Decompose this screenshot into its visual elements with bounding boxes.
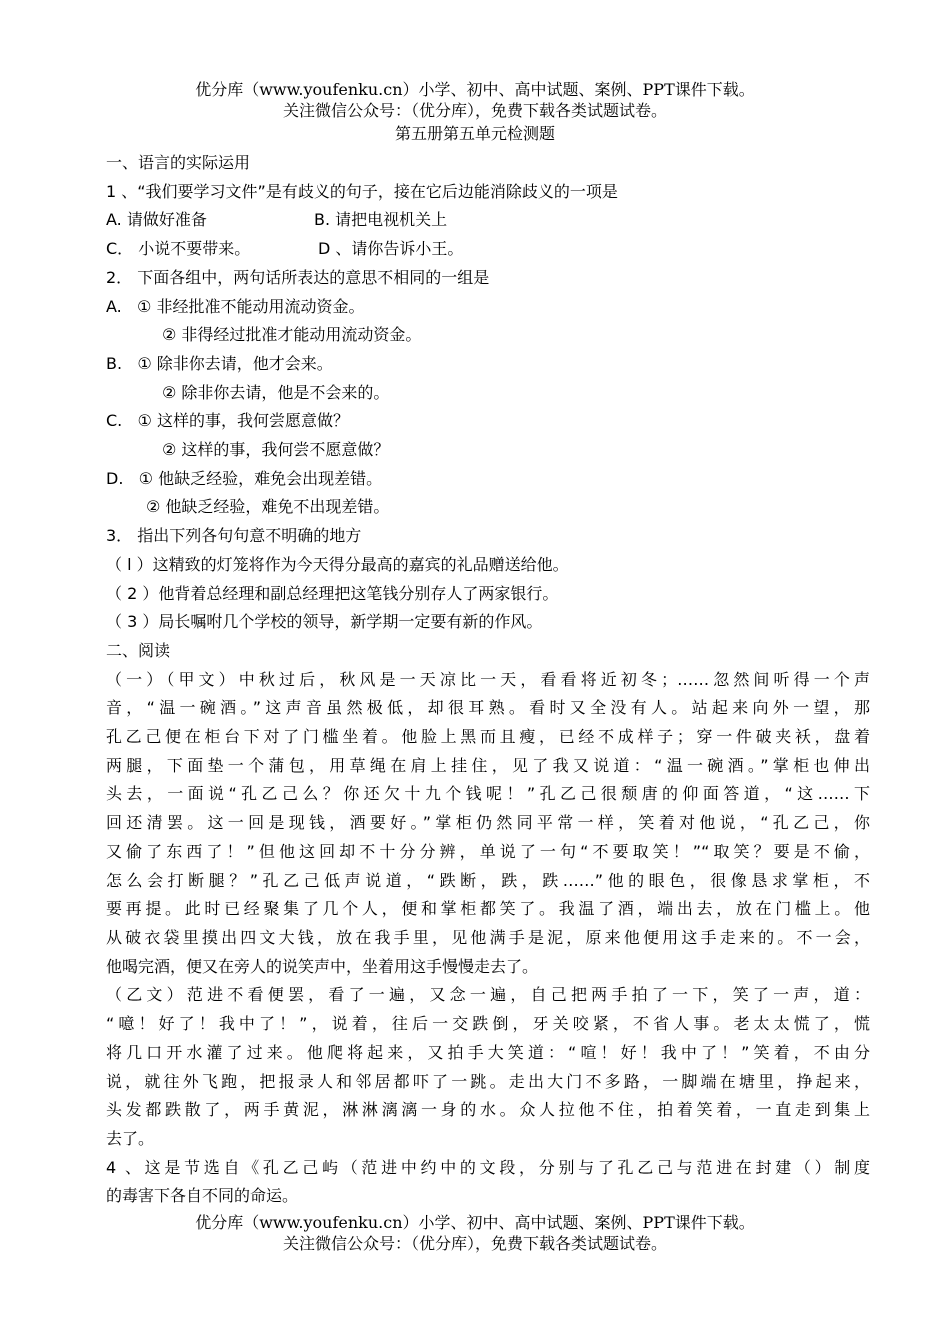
page-header — [0, 79, 950, 121]
document-body — [106, 149, 870, 1211]
passage-yi-line: 将几口开水灌了过来。他爬将起来，又拍手大笑道：“喧！好！我中了！”笑着，不由分 — [106, 1042, 870, 1062]
question-1-option-b: B. 请把电视机关上 — [314, 210, 448, 230]
question-3-sentence-3: （ 3 ）局长嘱咐几个学校的领导，新学期一定要有新的作风。 — [106, 612, 543, 632]
question-2-option-c-1: C. ① 这样的事，我何尝愿意做？ — [106, 411, 349, 431]
passage-jia-line: 孔乙己便在柜台下对了门槛坐着。他脸上黑而且瘦，已经不成样子；穿一件破夹袄，盘着 — [106, 727, 870, 747]
passage-jia-line: 又偷了东西了！”但他这回却不十分分辨，单说了一句“不要取笑！”“取笑？要是不偷， — [106, 841, 870, 861]
passage-jia-line: 他喝完酒，便又在旁人的说笑声中，坐着用这手慢慢走去了。 — [106, 956, 539, 976]
question-1-option-c: C． 小说不要带来。 — [106, 239, 251, 259]
passage-yi-line: 说，就往外飞跑，把报录人和邻居都吓了一跳。走出大门不多路，一脚端在塘里，挣起来， — [106, 1071, 870, 1091]
section-heading-2: 二、阅读 — [106, 640, 171, 660]
header-line-1: 优分库（www.youfenku.cn）小学、初中、高中试题、案例、PPT课件下载。 — [195, 80, 755, 99]
passage-jia-line: （一）（甲文）中秋过后，秋风是一天凉比一天，看看将近初冬；……忽然间听得一个声 — [106, 669, 870, 689]
question-2-option-a-1: A. ① 非经批准不能动用流动资金。 — [106, 296, 365, 316]
passage-jia-line: 回还清罢。这一回是现钱，酒要好。”掌柜仍然同平常一样，笑着对他说，“孔乙己，你 — [106, 813, 870, 833]
passage-yi-line: 头发都跌散了，两手黄泥，淋淋漓漓一身的水。众人拉他不住，拍着笑着，一直走到集上 — [106, 1100, 870, 1120]
passage-yi — [106, 981, 870, 1153]
passage-jia-line: 两腿，下面垫一个蒲包，用草绳在肩上挂住，见了我又说道：“温一碗酒。”掌柜也伸出 — [106, 755, 870, 775]
question-1-options-ab — [106, 206, 870, 235]
section-heading-1: 一、语言的实际运用 — [106, 153, 251, 172]
question-3-sentence-1: （ l ）这精致的灯笼将作为今天得分最高的嘉宾的礼品赠送给他。 — [106, 554, 569, 574]
passage-jia-line: 从破衣袋里摸出四文大钱，放在我手里，见他满手是泥，原来他便用这手走来的。不一会， — [106, 927, 870, 947]
question-4-line: 4 、这是节选自《孔乙己屿（范进中约中的文段，分别与了孔乙己与范进在封建（）制度 — [106, 1157, 870, 1177]
question-2-option-b-1: B. ① 除非你去请，他才会来。 — [106, 353, 333, 373]
question-1-option-d: D 、请你告诉小王。 — [318, 239, 464, 259]
passage-jia — [106, 666, 870, 982]
question-1-options-cd — [106, 235, 870, 264]
passage-jia-line: 音，“温一碗酒。”这声音虽然极低，却很耳熟。看时又全没有人。站起来向外一望，那 — [106, 698, 870, 718]
passage-yi-line: （乙文）范进不看便罢，看了一遍，又念一遍，自己把两手拍了一下，笑了一声，道： — [106, 985, 870, 1005]
passage-jia-line: 头去，一面说“孔乙己么？你还欠十九个钱呢！”孔乙己很颓唐的仰面答道，“这……下 — [106, 784, 870, 804]
question-2-option-d-1: D. ① 他缺乏经验，难免会出现差错。 — [106, 468, 383, 488]
header-line-2: 关注微信公众号：（优分库），免费下载各类试题试卷。 — [282, 101, 667, 120]
page-footer — [0, 1212, 950, 1254]
question-3-stem: 3． 指出下列各句句意不明确的地方 — [106, 526, 362, 546]
passage-yi-line: 去了。 — [106, 1128, 155, 1148]
question-1-option-a: A. 请做好准备 — [106, 210, 207, 230]
footer-line-2: 关注微信公众号：（优分库），免费下载各类试题试卷。 — [282, 1234, 667, 1253]
question-2-option-a-2: ② 非得经过批准才能动用流动资金。 — [162, 325, 422, 345]
question-3-sentence-2: （ 2 ）他背着总经理和副总经理把这笔钱分别存人了两家银行。 — [106, 583, 559, 603]
question-4 — [106, 1154, 870, 1211]
passage-yi-line: “噫！好了！我中了！”，说着，往后一交跌倒，牙关咬紧，不省人事。老太太慌了，慌 — [106, 1014, 870, 1034]
passage-jia-line: 要再提。此时已经聚集了几个人，便和掌柜都笑了。我温了酒，端出去，放在门槛上。他 — [106, 899, 870, 919]
question-2-stem: 2． 下面各组中，两句话所表达的意思不相同的一组是 — [106, 267, 490, 287]
document-title: 第五册第五单元检测题 — [394, 124, 555, 143]
footer-line-1: 优分库（www.youfenku.cn）小学、初中、高中试题、案例、PPT课件下载。 — [195, 1213, 755, 1232]
question-4-line: 的毒害下各自不同的命运。 — [106, 1186, 299, 1206]
question-2-option-b-2: ② 除非你去请，他是不会来的。 — [162, 382, 390, 402]
question-2-option-c-2: ② 这样的事，我何尝不愿意做？ — [162, 440, 390, 460]
question-2-option-d-2: ② 他缺乏经验，难免不出现差错。 — [146, 497, 390, 517]
question-1-stem: 1 、“我们要学习文件”是有歧义的句子，接在它后边能消除歧义的一项是 — [106, 181, 618, 201]
passage-jia-line: 怎么会打断腿？”孔乙己低声说道，“跌断，跌，跌……”他的眼色，很像恳求掌柜，不 — [106, 870, 870, 890]
